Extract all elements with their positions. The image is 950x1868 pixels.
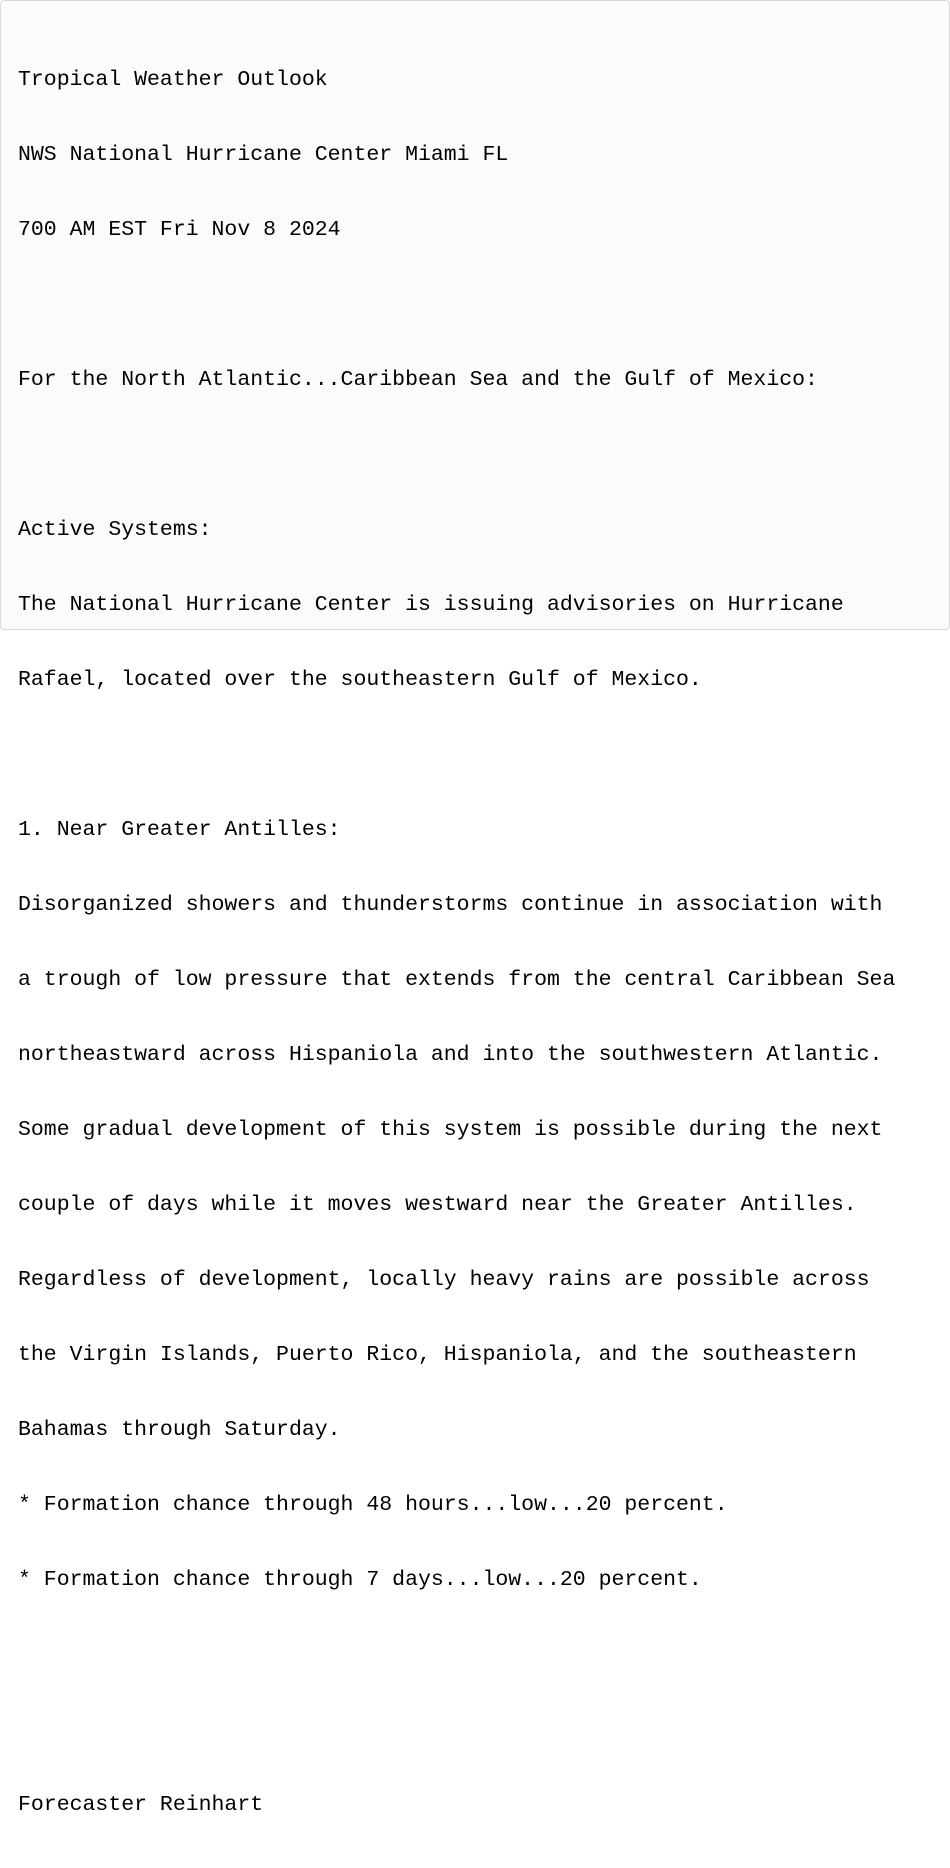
disturbance-line: Disorganized showers and thunderstorms continue in association with [18, 893, 883, 917]
spacer [18, 1643, 895, 1668]
spacer [18, 1718, 895, 1743]
active-systems-line: The National Hurricane Center is issuing advisories on Hurricane [18, 593, 844, 617]
spacer [18, 293, 895, 318]
disturbance-line: Some gradual development of this system is possible during the next [18, 1118, 883, 1142]
active-systems-line: Rafael, located over the southeastern Gulf of Mexico. [18, 668, 702, 692]
outlook-text [18, 18, 895, 1868]
spacer [18, 443, 895, 468]
forecaster-signature: Forecaster Reinhart [18, 1793, 264, 1817]
disturbance-line: couple of days while it moves westward near the Greater Antilles. [18, 1193, 857, 1217]
formation-chance-48h: * Formation chance through 48 hours...low...20 percent. [18, 1493, 728, 1517]
disturbance-heading: 1. Near Greater Antilles: [18, 818, 341, 842]
active-systems-heading: Active Systems: [18, 518, 212, 542]
issue-time: 700 AM EST Fri Nov 8 2024 [18, 218, 341, 242]
issuing-office: NWS National Hurricane Center Miami FL [18, 143, 509, 167]
region-statement: For the North Atlantic...Caribbean Sea and the Gulf of Mexico: [18, 368, 818, 392]
disturbance-line: Bahamas through Saturday. [18, 1418, 341, 1442]
disturbance-line: the Virgin Islands, Puerto Rico, Hispaniola, and the southeastern [18, 1343, 857, 1367]
disturbance-line: Regardless of development, locally heavy rains are possible across [18, 1268, 870, 1292]
formation-chance-7d: * Formation chance through 7 days...low...20 percent. [18, 1568, 702, 1592]
product-title: Tropical Weather Outlook [18, 68, 328, 92]
disturbance-line: northeastward across Hispaniola and into the southwestern Atlantic. [18, 1043, 883, 1067]
disturbance-line: a trough of low pressure that extends from the central Caribbean Sea [18, 968, 896, 992]
spacer [18, 743, 895, 768]
